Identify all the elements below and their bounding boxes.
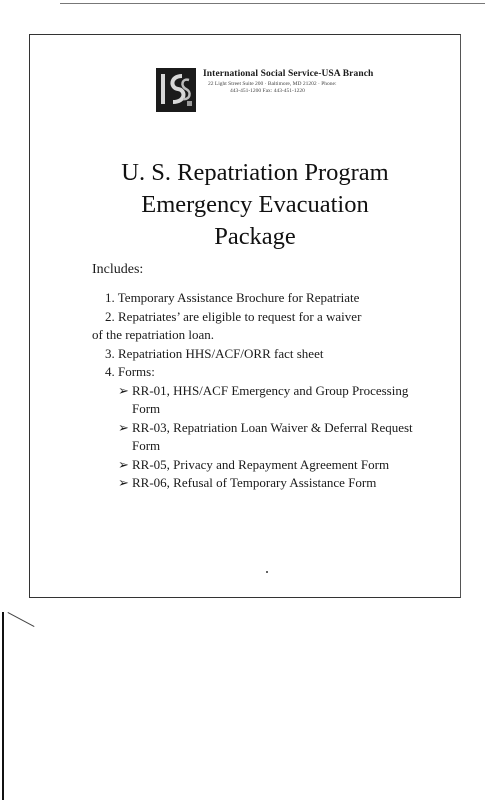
list-item-1: 1. Temporary Assistance Brochure for Repatriate	[105, 290, 360, 305]
form-rr03-continued: Form	[132, 438, 161, 453]
form-rr01-continued: Form	[132, 401, 161, 416]
title-line-1: U. S. Repatriation Program	[121, 159, 389, 186]
list-item-2-continued: of the repatriation loan.	[92, 327, 215, 342]
address-line-1: 22 Light Street Suite 200 · Baltimore, MD 21202 · Phone:	[208, 81, 337, 87]
arrow-bullet-icon: ➢	[118, 475, 129, 490]
scan-speck	[266, 571, 268, 573]
title-line-2: Emergency Evacuation	[141, 191, 369, 218]
list-item-3: 3. Repatriation HHS/ACF/ORR fact sheet	[105, 345, 324, 361]
title-line-3: Package	[214, 223, 296, 250]
form-item-rr05	[92, 456, 452, 475]
document-title	[60, 157, 450, 253]
arrow-bullet-icon: ➢	[118, 456, 129, 472]
iss-logo	[156, 68, 196, 112]
form-item-rr06	[92, 474, 452, 493]
arrow-bullet-icon: ➢	[118, 382, 129, 398]
form-rr06-text: RR-06, Refusal of Temporary Assistance Form	[132, 475, 377, 490]
arrow-bullet-icon: ➢	[118, 419, 129, 435]
organization-name: International Social Service-USA Branch	[203, 69, 374, 79]
address-line-2: 443-451-1200 Fax: 443-451-1220	[230, 88, 305, 94]
iss-logo-icon	[156, 68, 196, 112]
scan-edge-left	[2, 612, 4, 800]
list-item-2: 2. Repatriates’ are eligible to request for a waiver	[105, 308, 362, 324]
organization-address	[208, 81, 368, 95]
includes-label: Includes:	[92, 262, 144, 277]
form-item-rr03	[92, 419, 452, 438]
list-item-4: 4. Forms:	[105, 364, 155, 379]
package-contents-list	[92, 289, 452, 493]
form-rr05-text: RR-05, Privacy and Repayment Agreement Form	[132, 456, 390, 472]
form-rr01-text: RR-01, HHS/ACF Emergency and Group Processing	[132, 382, 409, 398]
scan-mark-diagonal	[8, 612, 35, 627]
form-rr03-text: RR-03, Repatriation Loan Waiver & Deferral Request	[132, 419, 413, 435]
form-item-rr01	[92, 382, 452, 401]
scan-edge-top	[60, 3, 485, 4]
